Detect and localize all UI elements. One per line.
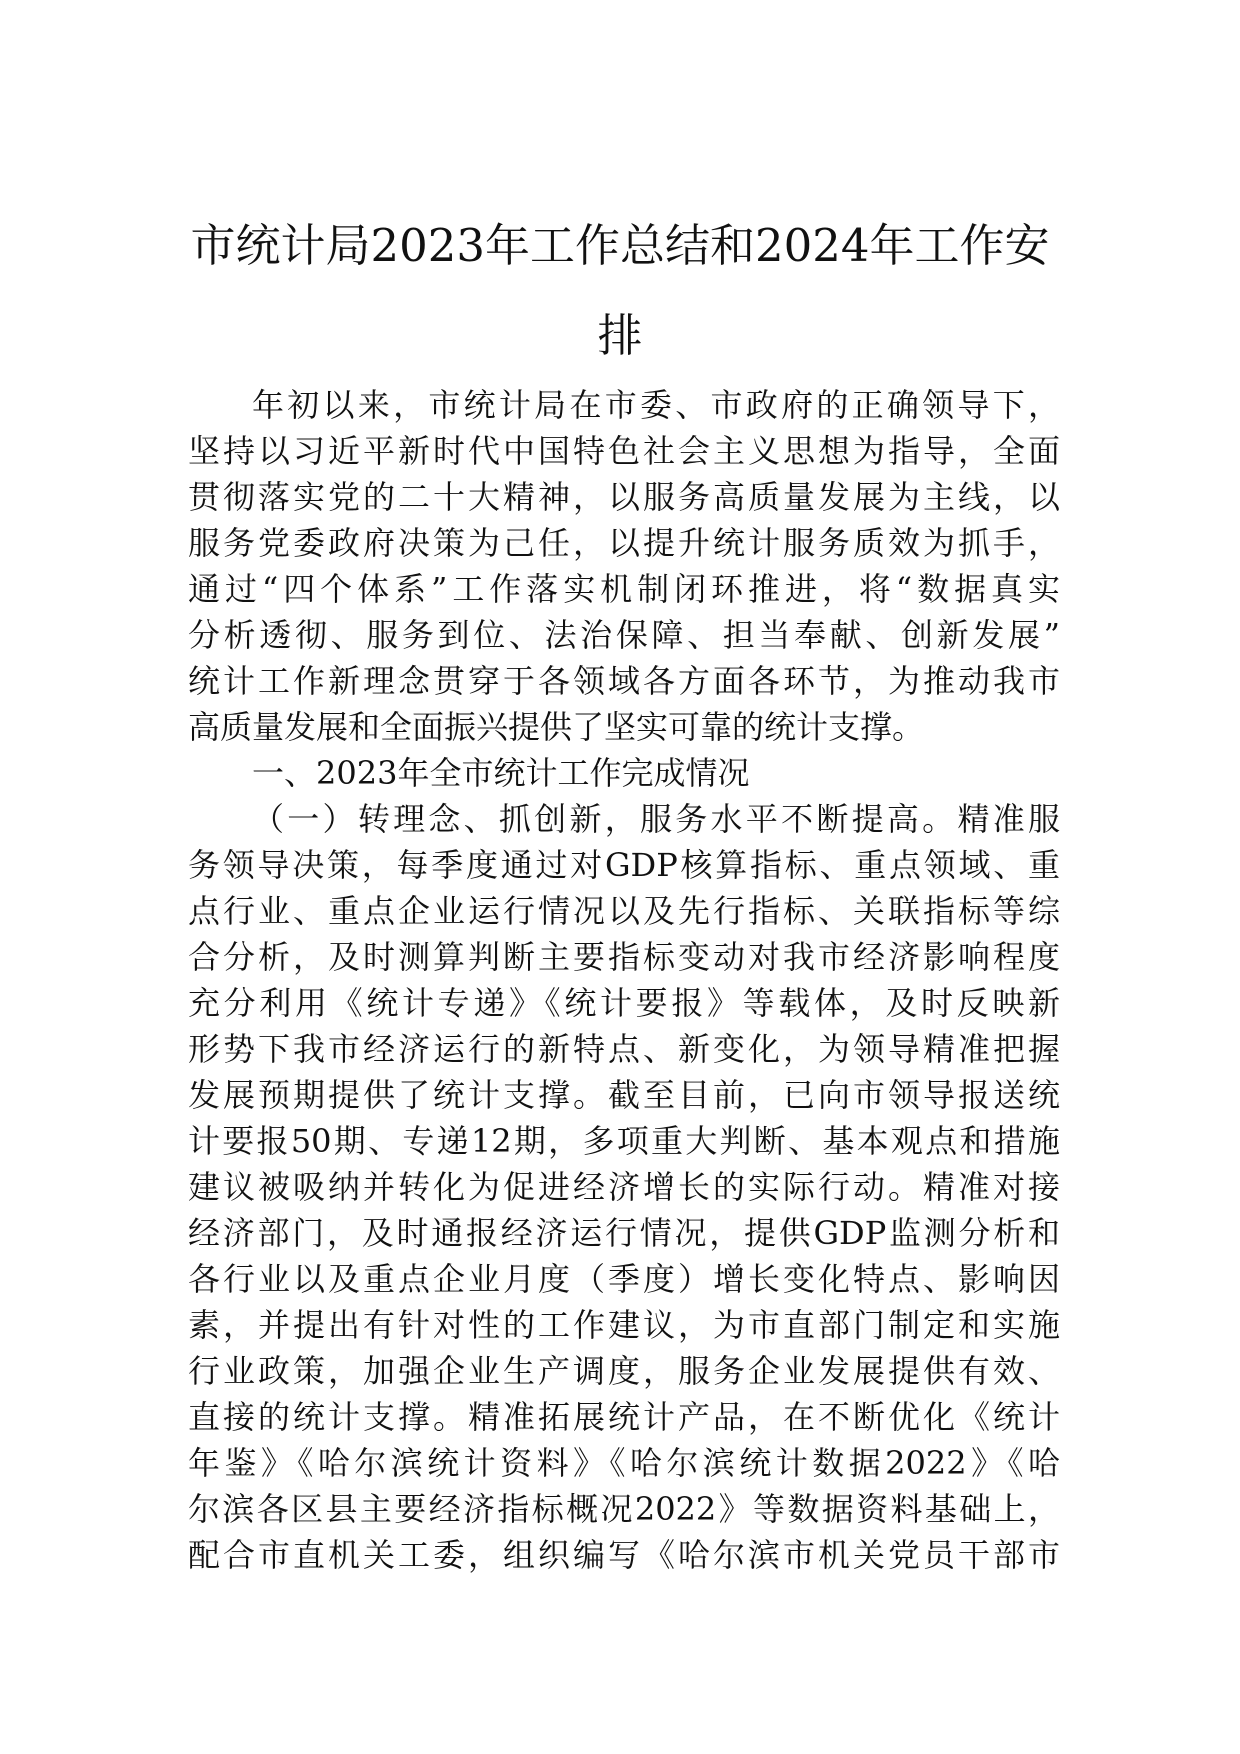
section1-line: 配合市直机关工委，组织编写《哈尔滨市机关党员干部市 bbox=[188, 1536, 1060, 1574]
intro-line: 贯彻落实党的二十大精神，以服务高质量发展为主线，以 bbox=[188, 478, 1060, 516]
intro-line: 坚持以习近平新时代中国特色社会主义思想为指导，全面 bbox=[188, 432, 1060, 470]
section1-line: 素，并提出有针对性的工作建议，为市直部门制定和实施 bbox=[188, 1306, 1060, 1344]
document-title-line-1: 市统计局2023年工作总结和2024年工作安 bbox=[190, 219, 1050, 272]
section1-line: 年鉴》《哈尔滨统计资料》《哈尔滨统计数据2022》《哈 bbox=[188, 1444, 1060, 1482]
intro-line: 统计工作新理念贯穿于各领域各方面各环节，为推动我市 bbox=[188, 662, 1060, 700]
intro-line: 服务党委政府决策为己任，以提升统计服务质效为抓手， bbox=[188, 524, 1060, 562]
section1-line: 发展预期提供了统计支撑。截至目前，已向市领导报送统 bbox=[188, 1076, 1060, 1114]
intro-line: 分析透彻、服务到位、法治保障、担当奉献、创新发展” bbox=[188, 616, 1060, 654]
section-heading: 一、2023年全市统计工作完成情况 bbox=[252, 754, 750, 792]
section1-line: 务领导决策，每季度通过对GDP核算指标、重点领域、重 bbox=[188, 846, 1060, 884]
section1-line: 建议被吸纳并转化为促进经济增长的实际行动。精准对接 bbox=[188, 1168, 1060, 1206]
section1-line: 各行业以及重点企业月度（季度）增长变化特点、影响因 bbox=[188, 1260, 1060, 1298]
section1-line: 计要报50期、专递12期，多项重大判断、基本观点和措施 bbox=[188, 1122, 1060, 1160]
section1-line: 合分析，及时测算判断主要指标变动对我市经济影响程度 bbox=[188, 938, 1060, 976]
section1-line: 点行业、重点企业运行情况以及先行指标、关联指标等综 bbox=[188, 892, 1060, 930]
section1-line: 行业政策，加强企业生产调度，服务企业发展提供有效、 bbox=[188, 1352, 1060, 1390]
section1-line: （一）转理念、抓创新，服务水平不断提高。精准服 bbox=[252, 800, 1060, 838]
section1-line: 形势下我市经济运行的新特点、新变化，为领导精准把握 bbox=[188, 1030, 1060, 1068]
section1-line: 尔滨各区县主要经济指标概况2022》等数据资料基础上， bbox=[188, 1490, 1060, 1528]
intro-line: 通过“四个体系”工作落实机制闭环推进，将“数据真实 bbox=[188, 570, 1060, 608]
document-title-line-2: 排 bbox=[597, 309, 643, 362]
section1-line: 直接的统计支撑。精准拓展统计产品，在不断优化《统计 bbox=[188, 1398, 1060, 1436]
section1-line: 经济部门，及时通报经济运行情况，提供GDP监测分析和 bbox=[188, 1214, 1060, 1252]
intro-line: 年初以来，市统计局在市委、市政府的正确领导下， bbox=[252, 386, 1060, 424]
section1-line: 充分利用《统计专递》《统计要报》等载体，及时反映新 bbox=[188, 984, 1060, 1022]
intro-line: 高质量发展和全面振兴提供了坚实可靠的统计支撑。 bbox=[188, 708, 925, 746]
